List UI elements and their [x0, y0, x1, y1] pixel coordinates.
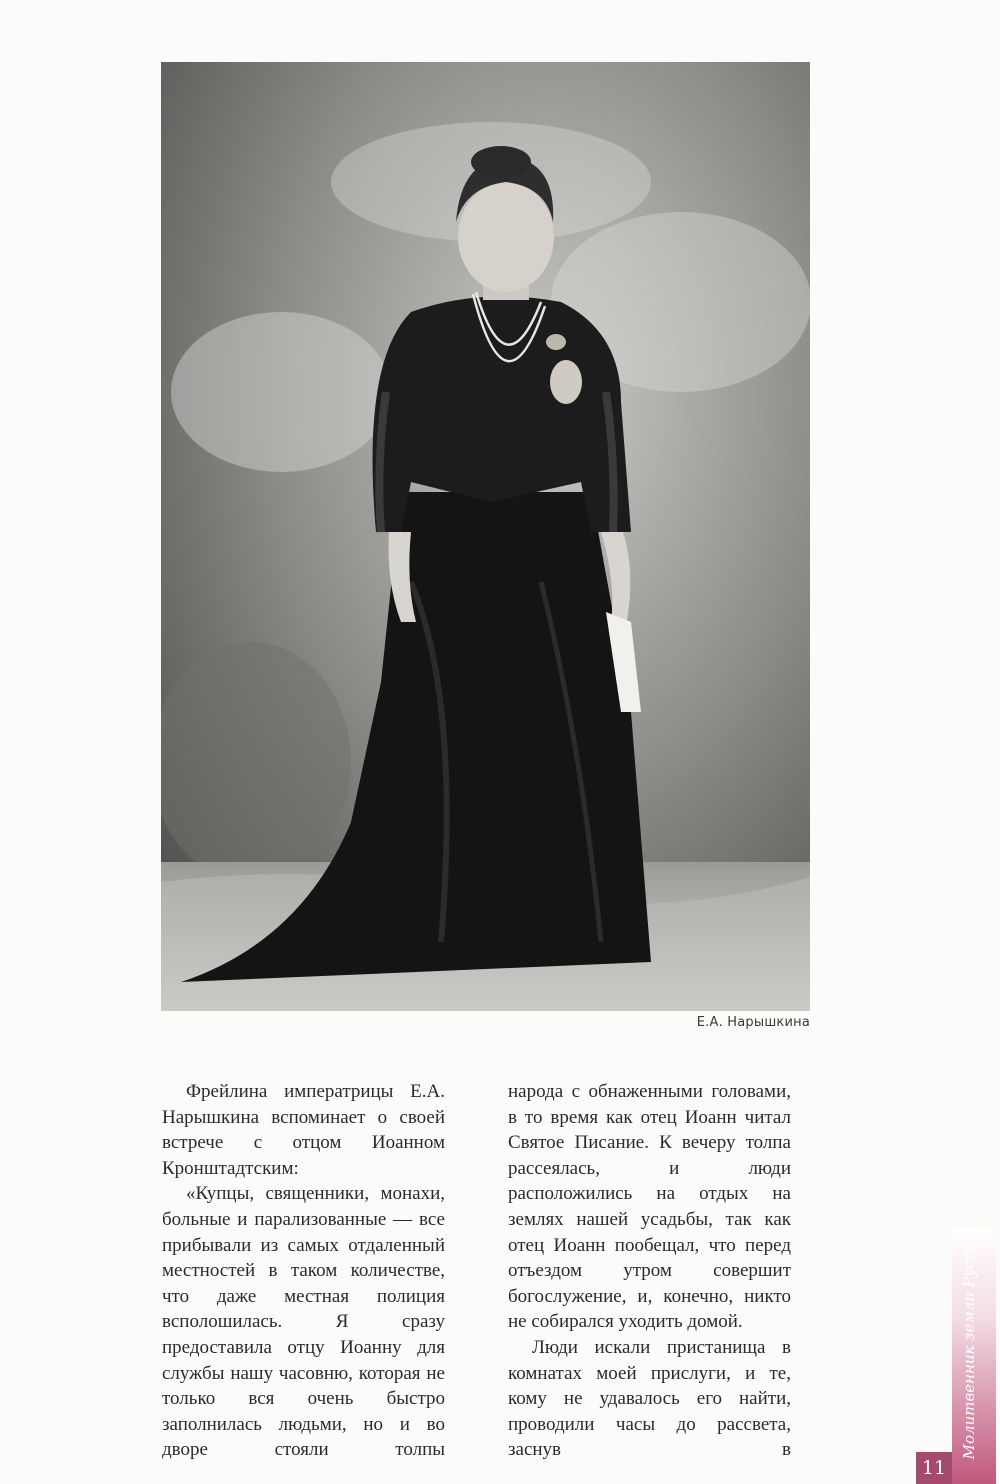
paragraph: Фрейлина императрицы Е.А. Нарышкина вспоминает о своей встрече с отцом Иоанном Кронштадтским:: [162, 1081, 445, 1179]
paragraph: народа с обнаженными головами, в то время как отец Иоанн читал Святое Писание. К вечеру толпа рассеялась, и люди расположились на отдых на землях нашей усадьбы, так как отец Иоанн пообещал, что перед отъездом утром совершит богослужение, и, конечно, никто не собирался уходить домой.: [508, 1081, 791, 1333]
page-number: 11: [916, 1452, 952, 1484]
text-column-left: [162, 1079, 445, 1463]
photo-caption: Е.А. Нарышкина: [696, 1015, 810, 1030]
portrait-image: [161, 62, 810, 1011]
portrait-photo: [161, 62, 810, 1011]
running-title: Молитвенник земли Русской: [960, 1224, 978, 1460]
text-column-right: [508, 1079, 791, 1463]
paragraph: «Купцы, священники, монахи, больные и парализованные — все прибывали из самых отдаленный местностей в таком количестве, что даже местная полиция всполошилась. Я сразу предоставила отцу Иоанну для службы нашу часовню, которая не только вся очень быстро заполнилась людьми, но и во дворе стояли толпы: [162, 1183, 445, 1461]
paragraph: Люди искали пристанища в комнатах моей прислуги, и те, кому не удавалось его найти, проводили часы до рассвета, заснув в: [508, 1336, 791, 1461]
